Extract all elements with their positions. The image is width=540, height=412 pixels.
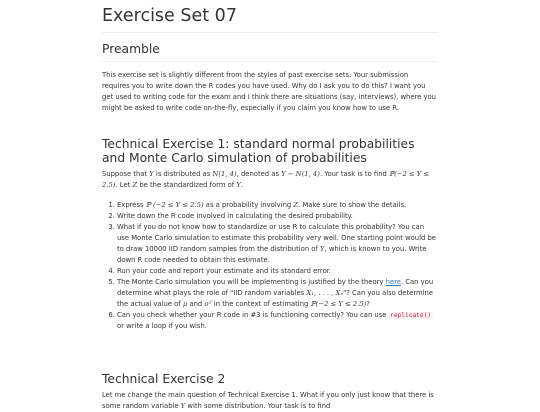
math-Y: Y xyxy=(320,245,325,253)
math-probability: ℙ (−2 ≤ Y ≤ 2.5) xyxy=(145,201,204,209)
te2-heading: Technical Exercise 2 xyxy=(102,372,226,386)
title-divider xyxy=(102,32,438,33)
preamble-divider xyxy=(102,61,438,62)
list-item: 2. Write down the R code involved in calculating the desired probability. xyxy=(117,211,438,222)
list-item: 5. The Monte Carlo simulation you will be implementing is justified by the theory here. Can you determine what plays the role of "IID random variables X₁, . . . , Xₙ"? Can you also determine the actual value of μ and σ² in the context of estimating ℙ(−2 ≤ Y ≤ 2.5)? xyxy=(117,277,438,310)
te1-task-list xyxy=(102,200,438,332)
math-Z: Z xyxy=(132,181,138,189)
math-Y: Y xyxy=(236,181,241,189)
math-Y: Y xyxy=(180,402,186,410)
te2-text: Let me change the main question of Technical Exercise 1. What if you only just know that there is some random variable Y with some distribution. Your task is to find xyxy=(102,391,434,410)
theory-link[interactable]: here xyxy=(385,278,401,286)
math-probability: ℙ(−2 ≤ Y ≤ 2.5) xyxy=(310,300,367,308)
preamble-text: This exercise set is slightly different from the styles of past exercise sets. Your submission requires you to write down the R codes you have used. Why do I ask you to do this? I want you get used to writing code for the exam and I think there are situations (say, interviews), where you might be asked to write code on-the-fly, especially if you claim you know how to use R. xyxy=(102,71,436,112)
inline-code-replicate: replicate() xyxy=(390,312,432,319)
math-iid-vars: X₁, . . . , Xₙ xyxy=(306,289,344,297)
math-mu: μ xyxy=(182,300,188,308)
math-normal-dist: N(1, 4) xyxy=(212,170,237,178)
math-Y: Y xyxy=(149,170,154,178)
list-item: 1. Express ℙ (−2 ≤ Y ≤ 2.5) as a probability involving Z. Make sure to show the details. xyxy=(117,200,438,211)
math-Z: Z xyxy=(293,201,299,209)
te1-intro: Suppose that Y is distributed as N(1, 4), denoted as Y ∼ N(1, 4). Your task is to find ℙ(−2 ≤ Y ≤ 2.5). Let Z be the standardized form of Y. xyxy=(102,170,430,189)
math-probability: ℙ(−2 ≤ Y ≤ 2.5) xyxy=(102,170,430,189)
list-item: 6. Can you check whether your R code in #3 is functioning correctly? You can use replicate() or write a loop if you wish. xyxy=(117,310,438,332)
preamble-heading: Preamble xyxy=(102,42,160,56)
math-sigma-squared: σ² xyxy=(204,300,212,308)
math-Y-sim: Y ∼ N(1, 4) xyxy=(281,170,320,178)
page-title: Exercise Set 07 xyxy=(102,6,237,26)
te1-heading: Technical Exercise 1: standard normal probabilities and Monte Carlo simulation of probabilities xyxy=(102,137,415,166)
list-item: 4. Run your code and report your estimate and its standard error. xyxy=(117,266,438,277)
list-item: 3. What if you do not know how to standardize or use R to calculate this probability? You can use Monte Carlo simulation to estimate this probability very well. One starting point would be to draw 10000 IID random samples from the distribution of Y, which is known to you. Write down R code needed to obtain this estimate. xyxy=(117,222,438,266)
